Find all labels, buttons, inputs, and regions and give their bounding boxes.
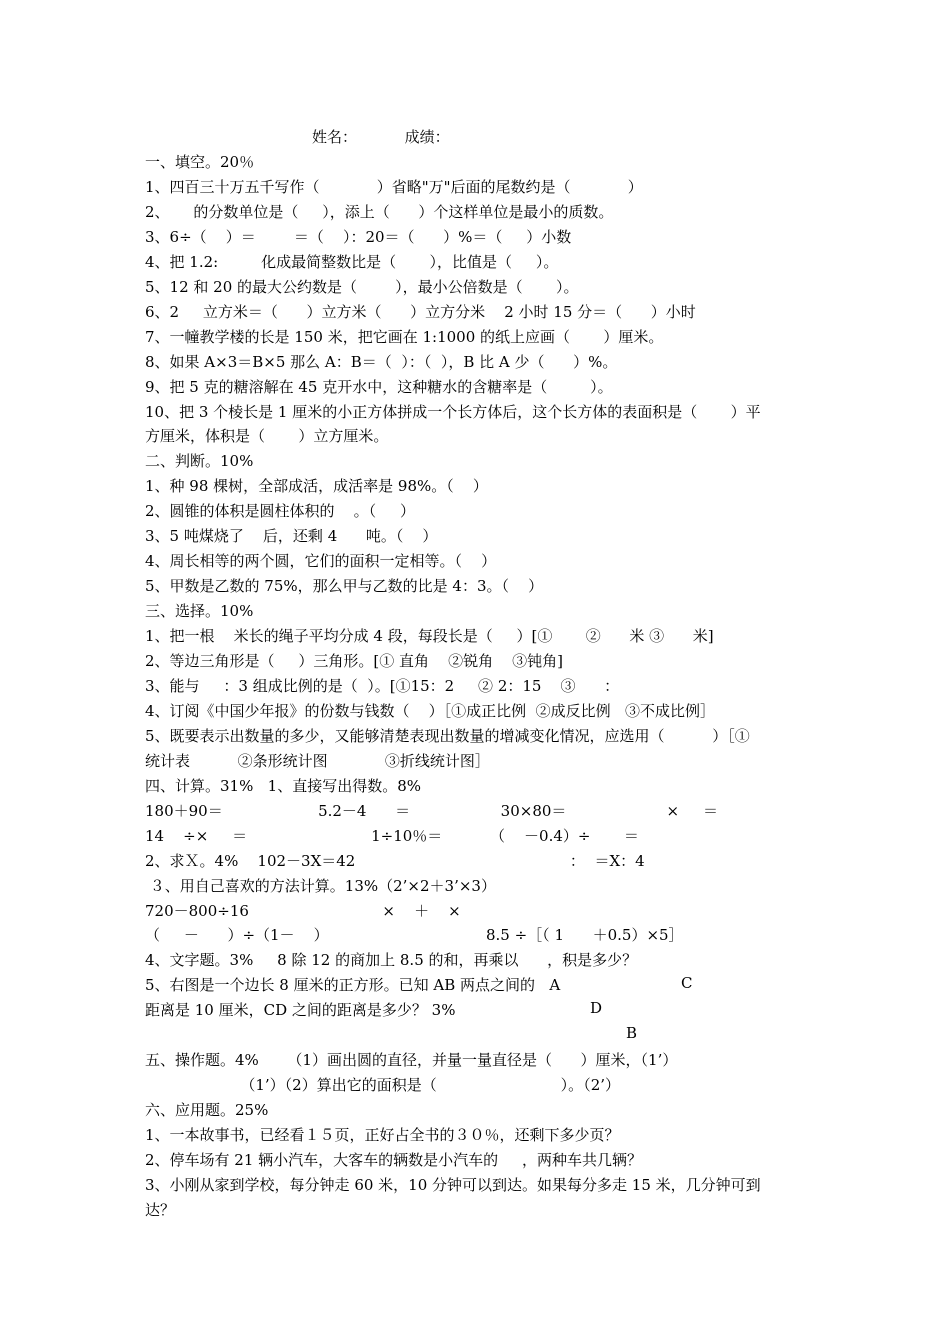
text-line: （ － ）÷（1－ ） 8.5 ÷［（ 1 ＋0.5）×5］ — [145, 926, 684, 945]
text-line: 2、 的分数单位是（ ），添上（ ）个这样单位是最小的质数。 — [145, 202, 614, 221]
text-line: 2、等边三角形是（ ）三角形。[① 直角 ②锐角 ③钝角] — [145, 652, 564, 670]
text-line: 5、既要表示出数量的多少，又能够清楚表现出数量的增减变化情况，应选用（ ）［① — [145, 726, 750, 745]
text-line: 1、把一根 米长的绳子平均分成 4 段，每段长是（ ）[① ② 米 ③ 米] — [145, 627, 714, 646]
text-line: 1、四百三十万五千写作（ ）省略"万"后面的尾数约是（ ） — [145, 177, 643, 196]
text-line: 1、一本故事书，已经看１５页，正好占全书的３０％，还剩下多少页？ — [145, 1126, 620, 1145]
text-line: 4、把 1.2: 化成最简整数比是（ ），比值是（ ）。 — [145, 252, 559, 271]
text-line: （1’）（2）算出它的面积是（ ）。（2’） — [145, 1076, 620, 1095]
text-line: 7、一幢教学楼的长是 150 米，把它画在 1:1000 的纸上应画（ ）厘米。 — [145, 327, 664, 346]
text-line: 二、判断。10% — [145, 452, 254, 471]
text-line: 1、种 98 棵树，全部成活，成活率是 98%。（ ） — [145, 477, 488, 496]
text-line: 2、停车场有 21 辆小汽车，大客车的辆数是小汽车的 ，两种车共几辆？ — [145, 1151, 643, 1169]
text-line: 3、6÷（ ）＝ ＝（ ）：20＝（ ）%＝（ ）小数 — [145, 227, 572, 246]
text-line: 5、12 和 20 的最大公约数是（ ），最小公倍数是（ ）。 — [145, 277, 579, 296]
header-name-score: 姓名： 成绩： — [312, 128, 450, 146]
text-line: 9、把 5 克的糖溶解在 45 克开水中，这种糖水的含糖率是（ ）。 — [145, 377, 613, 396]
text-line: 3、小刚从家到学校，每分钟走 60 米，10 分钟可以到达。如果每分多走 15 米，几分钟可到 — [145, 1175, 761, 1194]
text-line: 2、求Ｘ。4% 102－3X＝42 ： ＝X：4 — [145, 851, 645, 870]
text-line: 5、甲数是乙数的 75%，那么甲与乙数的比是 4：3。（ ） — [145, 577, 544, 596]
text-line: 6、2 立方米＝（ ）立方米（ ）立方分米 2 小时 15 分＝（ ）小时 — [145, 302, 696, 321]
text-line: 2、圆锥的体积是圆柱体积的 。（ ） — [145, 502, 415, 521]
text-line: 5、右图是一个边长 8 厘米的正方形。已知 AB 两点之间的 A — [145, 976, 561, 995]
text-line: 4、周长相等的两个圆，它们的面积一定相等。（ ） — [145, 552, 497, 571]
text-line: 4、文字题。3% 8 除 12 的商加上 8.5 的和，再乘以 ，积是多少？ — [145, 951, 638, 970]
text-line: 180＋90＝ 5.2－4 ＝ 30×80＝ × ＝ — [145, 801, 718, 820]
text-line: 720－800÷16 × ＋ × — [145, 901, 461, 920]
text-line: 五、操作题。4% （1）画出圆的直径，并量一量直径是（ ）厘米，（1’） — [145, 1051, 678, 1070]
text-line: 四、计算。31% 1、直接写出得数。8% — [145, 776, 421, 795]
text-line: 一、填空。20％ — [145, 153, 255, 171]
figure-label-c: C — [681, 974, 693, 992]
text-line: 距离是 10 厘米，CD 之间的距离是多少？ 3% — [145, 1001, 456, 1020]
figure-label-d: D — [590, 999, 603, 1017]
text-line: 三、选择。10% — [145, 602, 254, 621]
text-line: 方厘米，体积是（ ）立方厘米。 — [145, 427, 389, 446]
figure-label-b: B — [626, 1024, 638, 1042]
text-line: 8、如果 A×3＝B×5 那么 A：B＝（ ）：（ ），B 比 A 少（ ）%。 — [145, 352, 618, 371]
text-line: 3、能与 ：3 组成比例的是（ ）。[①15：2 ② 2：15 ③ ： — [145, 676, 620, 695]
text-line: 六、应用题。25% — [145, 1101, 269, 1120]
text-line: 10、把 3 个棱长是 1 厘米的小正方体拼成一个长方体后，这个长方体的表面积是（ ）平 — [145, 402, 761, 421]
text-line: 4、订阅《中国少年报》的份数与钱数（ ）［①成正比例 ②成反比例 ③不成比例］ — [145, 701, 715, 720]
text-line: 14 ÷× ＝ 1÷10％＝ （ －0.4）÷ ＝ — [145, 826, 639, 845]
text-line: 统计表 ②条形统计图 ③折线统计图］ — [145, 751, 490, 770]
text-line: ３、用自己喜欢的方法计算。13%（2’×2＋3’×3） — [145, 876, 496, 895]
text-line: 达？ — [145, 1200, 176, 1219]
text-line: 3、5 吨煤烧了 后，还剩 4 吨。（ ） — [145, 527, 438, 546]
